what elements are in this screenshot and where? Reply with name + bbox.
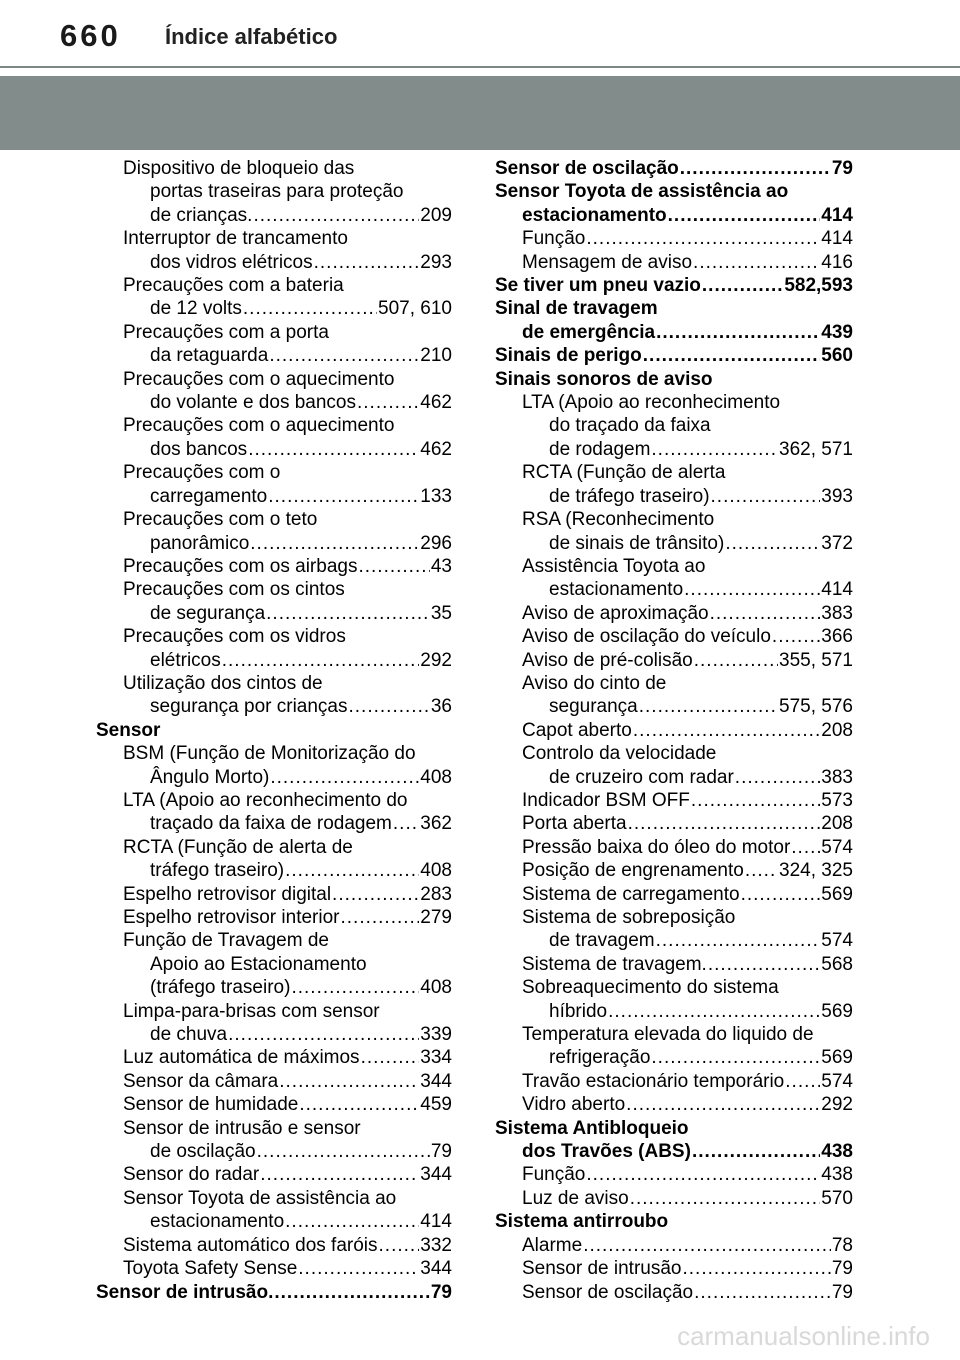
page-reference: 459 <box>420 1094 452 1116</box>
index-entry-text: de travagem <box>549 930 655 952</box>
index-entry-text: Controlo da velocidade <box>522 743 717 765</box>
index-entry-sub <box>495 227 853 250</box>
index-entry-text: de segurança <box>150 602 266 624</box>
index-entry-text: estacionamento <box>150 1211 285 1233</box>
page-reference: 208 <box>821 719 853 741</box>
leader-dots <box>785 1070 820 1093</box>
index-entry-text: Toyota Safety Sense <box>123 1258 298 1280</box>
leader-dots <box>269 344 419 367</box>
index-entry-text: Utilização dos cintos de <box>123 672 323 694</box>
index-entry-sub <box>495 742 853 789</box>
index-entry-sub <box>495 1281 853 1304</box>
index-entry-sub <box>96 274 452 321</box>
leader-dots <box>266 602 430 625</box>
index-entry-sub <box>495 836 853 859</box>
leader-dots <box>651 438 778 461</box>
leader-dots <box>270 766 419 789</box>
index-entry-text: estacionamento <box>522 204 667 226</box>
leader-dots <box>583 1234 831 1257</box>
page-reference: 462 <box>420 392 452 414</box>
leader-dots <box>222 649 420 672</box>
page-reference: 393 <box>821 485 853 507</box>
page-reference: 569 <box>821 1000 853 1022</box>
index-entry-sub <box>96 555 452 578</box>
index-entry-text: Sistema de carregamento <box>522 883 740 905</box>
index-entry-text: dos bancos <box>150 438 248 460</box>
index-entry-text: Se tiver um pneu vazio <box>495 275 701 297</box>
index-entry-text: Sinais de perigo <box>495 345 642 367</box>
leader-dots <box>260 1163 419 1186</box>
leader-dots <box>791 836 820 859</box>
page-reference: 339 <box>420 1024 452 1046</box>
index-entry-sub <box>495 1070 853 1093</box>
leader-dots <box>298 1257 419 1280</box>
index-entry-text: (tráfego traseiro) <box>150 977 291 999</box>
leader-dots <box>694 649 778 672</box>
index-entry-text: Dispositivo de bloqueio das <box>123 158 355 179</box>
index-entry-text: de tráfego traseiro) <box>549 485 710 507</box>
index-entry-text: Alarme <box>522 1234 583 1256</box>
leader-dots <box>268 485 419 508</box>
index-entry-sub <box>495 251 853 274</box>
page-reference: 569 <box>821 883 853 905</box>
index-entry-text: portas traseiras para proteção <box>150 181 404 203</box>
page-reference: 133 <box>420 485 452 507</box>
page-header <box>0 0 960 64</box>
page-reference: 344 <box>420 1070 452 1092</box>
index-entry-sub <box>96 1046 452 1069</box>
page-reference: 574 <box>821 930 853 952</box>
page-reference: 414 <box>821 228 853 250</box>
index-entry-text: panorâmico <box>150 532 250 554</box>
index-entry-sub <box>96 789 452 836</box>
index-entry-main <box>495 344 853 367</box>
index-entry-text: Ângulo Morto) <box>150 766 270 788</box>
index-entry-text: Sistema de sobreposição <box>522 907 736 928</box>
index-entry-text: de oscilação <box>150 1141 256 1163</box>
index-entry-text: Aviso de pré-colisão <box>522 649 693 671</box>
index-entry-sub <box>495 789 853 812</box>
index-column-left <box>96 157 452 1304</box>
index-entry-text: Indicador BSM OFF <box>522 789 690 811</box>
index-entry-text: Luz de aviso <box>522 1187 629 1209</box>
leader-dots <box>274 1281 429 1304</box>
index-entry-text: Sensor de intrusão e sensor <box>123 1117 361 1139</box>
page-reference: 78 <box>831 1234 853 1256</box>
index-entry-text: Porta aberta <box>522 813 627 835</box>
page-reference: 408 <box>420 860 452 882</box>
leader-dots <box>741 883 821 906</box>
index-entry-text: Sobreaquecimento do sistema <box>522 977 779 999</box>
page-reference: 438 <box>821 1141 853 1163</box>
index-entry-sub <box>495 953 853 976</box>
index-entry-text: elétricos <box>150 649 221 671</box>
leader-dots <box>243 297 377 320</box>
index-column-right <box>495 157 853 1304</box>
page-reference: 582,593 <box>784 275 853 297</box>
index-entry-sub <box>96 227 452 274</box>
page-reference: 414 <box>420 1211 452 1233</box>
index-entry-sub <box>495 883 853 906</box>
index-entry-text: Pressão baixa do óleo do motor <box>522 836 791 858</box>
index-entry-text: Precauções com o aquecimento <box>123 415 395 437</box>
index-entry-text: híbrido <box>549 1000 608 1022</box>
leader-dots <box>630 1187 821 1210</box>
leader-dots <box>361 1046 420 1069</box>
index-entry-text: carregamento <box>150 485 268 507</box>
index-entry-text: Precauções com os vidros <box>123 626 346 648</box>
page-reference: 79 <box>831 1281 853 1303</box>
page-reference: 79 <box>430 1141 452 1163</box>
index-entry-text: Sensor de oscilação <box>522 1281 694 1303</box>
index-entry-sub <box>96 321 452 368</box>
index-entry-text: Sensor do radar <box>123 1164 260 1186</box>
page-reference: 570 <box>821 1187 853 1209</box>
index-entry-sub <box>495 976 853 1023</box>
index-entry-text: Sensor de humidade <box>123 1094 299 1116</box>
index-entry-sub <box>96 1117 452 1164</box>
page-reference: 332 <box>420 1234 452 1256</box>
page-reference: 383 <box>821 766 853 788</box>
index-entry-text: Sistema Antibloqueio <box>495 1117 689 1139</box>
index-entry-text: Precauções com os cintos <box>123 579 345 601</box>
page-reference: 296 <box>420 532 452 554</box>
leader-dots <box>656 321 820 344</box>
index-entry-sub <box>495 555 853 602</box>
index-entry-text: Mensagem de aviso <box>522 251 693 273</box>
index-entry-text: Sinais sonoros de aviso <box>495 368 713 390</box>
index-entry-text: de crianças. <box>150 204 253 226</box>
index-entry-text: Limpa-para-brisas com sensor <box>123 1000 380 1022</box>
index-entry-text: Assistência Toyota ao <box>522 555 706 577</box>
page-reference: 209 <box>420 204 452 226</box>
page-reference: 210 <box>420 345 452 367</box>
leader-dots <box>586 1163 820 1186</box>
index-entry-sub <box>96 1070 452 1093</box>
leader-dots <box>693 251 820 274</box>
leader-dots <box>708 953 820 976</box>
page-reference: 560 <box>821 345 853 367</box>
leader-dots <box>639 695 778 718</box>
index-entry-text: Sensor Toyota de assistência ao <box>495 181 789 203</box>
page-reference: 414 <box>821 579 853 601</box>
leader-dots <box>735 766 821 789</box>
index-entry-text: Precauções com os airbags <box>123 555 358 577</box>
index-entry-text: dos Travões (ABS) <box>522 1141 691 1163</box>
index-entry-text: Precauções com o teto <box>123 509 318 531</box>
leader-dots <box>745 859 778 882</box>
index-entry-text: Posição de engrenamento <box>522 860 744 882</box>
index-entry-text: LTA (Apoio ao reconhecimento do <box>123 789 408 811</box>
leader-dots <box>586 227 820 250</box>
page-reference: 507, 610 <box>378 298 452 320</box>
page-reference: 569 <box>821 1047 853 1069</box>
leader-dots <box>710 602 821 625</box>
index-entry-text: Capot aberto <box>522 719 632 741</box>
page-reference: 438 <box>821 1164 853 1186</box>
index-entry-text: Vidro aberto <box>522 1094 626 1116</box>
index-entry-text: segurança <box>549 696 638 718</box>
leader-dots <box>314 251 420 274</box>
index-entry-sub <box>96 368 452 415</box>
index-entry-text: Aviso de aproximação <box>522 602 709 624</box>
leader-dots <box>228 1023 419 1046</box>
leader-dots <box>285 1210 419 1233</box>
index-entry-text: Apoio ao Estacionamento <box>150 953 367 975</box>
index-entry-text: Aviso de oscilação do veículo <box>522 626 771 648</box>
index-entry-sub <box>495 1023 853 1070</box>
index-entry-main <box>495 274 853 297</box>
leader-dots <box>633 719 820 742</box>
leader-dots <box>684 578 820 601</box>
index-entry-text: de 12 volts <box>150 298 242 320</box>
index-entry-sub <box>495 906 853 953</box>
index-entry-sub <box>96 929 452 999</box>
page-reference: 568 <box>821 953 853 975</box>
leader-dots <box>248 438 419 461</box>
index-entry-sub <box>495 1257 853 1280</box>
index-entry-text: de sinais de trânsito) <box>549 532 725 554</box>
page-reference: 36 <box>430 696 452 718</box>
index-entry-main <box>495 1117 853 1164</box>
index-entry-main <box>495 297 853 344</box>
index-entry-sub <box>96 883 452 906</box>
index-entry-text: tráfego traseiro) <box>150 860 285 882</box>
index-entry-text: de chuva <box>150 1024 228 1046</box>
index-entry-main <box>96 1281 452 1304</box>
header-divider <box>0 66 960 68</box>
page-reference: 372 <box>821 532 853 554</box>
leader-dots <box>332 883 419 906</box>
index-entry-sub <box>96 625 452 672</box>
index-entry-sub <box>495 719 853 742</box>
page-reference: 573 <box>821 789 853 811</box>
index-entry-sub <box>495 1187 853 1210</box>
leader-dots <box>656 929 821 952</box>
leader-dots <box>349 695 430 718</box>
index-entry-text: de cruzeiro com radar <box>549 766 734 788</box>
index-entry-sub <box>96 1163 452 1186</box>
section-title: Índice alfabético <box>165 24 338 49</box>
page-reference: 79 <box>430 1281 452 1303</box>
page-reference: 355, 571 <box>779 649 853 671</box>
page-reference: 574 <box>821 1070 853 1092</box>
leader-dots <box>691 789 820 812</box>
page-reference: 35 <box>430 602 452 624</box>
page-reference: 344 <box>420 1164 452 1186</box>
index-entry-text: Precauções com o <box>123 462 281 484</box>
leader-dots <box>772 625 820 648</box>
leader-dots <box>285 859 419 882</box>
index-entry-sub <box>96 157 452 227</box>
index-entry-sub <box>96 1257 452 1280</box>
page-reference: 79 <box>831 1258 853 1280</box>
index-entry-text: RCTA (Função de alerta <box>522 462 726 484</box>
leader-dots <box>299 1093 419 1116</box>
leader-dots <box>357 391 419 414</box>
index-entry-sub <box>495 625 853 648</box>
index-entry-text: Travão estacionário temporário <box>522 1070 785 1092</box>
leader-dots <box>683 1257 831 1280</box>
index-entry-text: da retaguarda <box>150 345 269 367</box>
header-band <box>0 76 960 150</box>
index-entry-main <box>96 719 452 742</box>
leader-dots <box>626 1093 820 1116</box>
index-entry-text: de rodagem <box>549 438 651 460</box>
index-entry-sub <box>495 812 853 835</box>
index-entry-text: segurança por crianças <box>150 696 348 718</box>
leader-dots <box>694 1281 831 1304</box>
index-entry-text: Função de Travagem de <box>123 930 329 952</box>
index-entry-text: RCTA (Função de alerta de <box>123 836 353 858</box>
leader-dots <box>358 555 429 578</box>
index-entry-sub <box>495 649 853 672</box>
index-entry-text: Função <box>522 228 586 250</box>
page-reference: 79 <box>831 158 853 179</box>
index-entry-text: LTA (Apoio ao reconhecimento <box>522 392 781 414</box>
index-entry-text: Espelho retrovisor digital <box>123 883 332 905</box>
index-entry-text: Aviso do cinto de <box>522 672 667 694</box>
watermark: carmanualsonline.info <box>677 1321 930 1351</box>
page-reference: 283 <box>420 883 452 905</box>
index-entry-text: Sistema automático dos faróis <box>123 1234 378 1256</box>
index-entry-main <box>495 368 853 391</box>
index-entry-sub <box>96 1093 452 1116</box>
index-entry-text: refrigeração <box>549 1047 651 1069</box>
page-reference: 383 <box>821 602 853 624</box>
index-entry-text: Sensor da câmara <box>123 1070 279 1092</box>
index-entry-text: Sistema de travagem. <box>522 953 707 975</box>
page-reference: 574 <box>821 836 853 858</box>
index-entry-main <box>495 180 853 227</box>
page-reference: 462 <box>420 438 452 460</box>
index-entry-text: Precauções com a porta <box>123 321 329 343</box>
index-entry-sub <box>96 742 452 789</box>
index-entry-sub <box>96 836 452 883</box>
index-entry-sub <box>96 906 452 929</box>
page-reference: 408 <box>420 766 452 788</box>
page-reference: 416 <box>821 251 853 273</box>
index-entry-main <box>495 1210 853 1233</box>
page-reference: 362 <box>420 813 452 835</box>
index-entry-text: Sensor <box>96 719 161 741</box>
index-entry-sub <box>96 461 452 508</box>
leader-dots <box>291 976 419 999</box>
index-entry-text: do volante e dos bancos <box>150 392 356 414</box>
index-entry-text: do traçado da faixa <box>549 415 711 437</box>
index-entry-text: Sensor Toyota de assistência ao <box>123 1187 397 1209</box>
index-entry-text: estacionamento <box>549 579 684 601</box>
leader-dots <box>692 1140 820 1163</box>
index-entry-text: BSM (Função de Monitorização do <box>123 743 416 765</box>
leader-dots <box>702 274 783 297</box>
index-entry-sub <box>495 1234 853 1257</box>
index-entry-sub <box>96 414 452 461</box>
index-entry-text: Função <box>522 1164 586 1186</box>
index-entry-text: Sensor de intrusão <box>522 1258 682 1280</box>
index-entry-sub <box>96 672 452 719</box>
index-entry-sub <box>495 859 853 882</box>
page-reference: 575, 576 <box>779 696 853 718</box>
leader-dots <box>279 1070 419 1093</box>
index-entry-text: Precauções com o aquecimento <box>123 368 395 390</box>
index-entry-text: dos vidros elétricos <box>150 251 313 273</box>
index-entry-sub <box>96 1234 452 1257</box>
leader-dots <box>250 532 419 555</box>
page-reference: 408 <box>420 977 452 999</box>
page-reference: 292 <box>821 1094 853 1116</box>
page-reference: 439 <box>821 321 853 343</box>
index-entry-sub <box>495 461 853 508</box>
index-entry-sub <box>495 1163 853 1186</box>
index-entry-sub <box>96 578 452 625</box>
index-entry-text: Precauções com a bateria <box>123 275 344 297</box>
index-entry-sub <box>495 672 853 719</box>
index-entry-sub <box>495 1093 853 1116</box>
index-entry-sub <box>96 1187 452 1234</box>
page-reference: 334 <box>420 1047 452 1069</box>
index-entry-text: Espelho retrovisor interior <box>123 907 340 928</box>
page-reference: 279 <box>420 907 452 928</box>
page-reference: 292 <box>420 649 452 671</box>
index-entry-text: Sensor de intrusão. <box>96 1281 274 1303</box>
index-entry-main <box>495 157 853 180</box>
index-entry-text: Luz automática de máximos <box>123 1047 360 1069</box>
index-entry-text: Temperatura elevada do liquido de <box>522 1024 814 1046</box>
index-entry-text: Sistema antirroubo <box>495 1211 669 1233</box>
index-entry-text: RSA (Reconhecimento <box>522 509 715 531</box>
index-entry-sub <box>495 602 853 625</box>
index-entry-text: Interruptor de trancamento <box>123 228 348 250</box>
page-reference: 414 <box>821 204 853 226</box>
index-entry-text: Sensor de oscilação <box>495 158 679 179</box>
leader-dots <box>257 1140 430 1163</box>
index-entry-text: de emergência <box>522 321 656 343</box>
page-reference: 324, 325 <box>779 860 853 882</box>
page-reference: 43 <box>430 555 452 577</box>
leader-dots <box>253 204 419 227</box>
leader-dots <box>725 532 820 555</box>
leader-dots <box>680 157 831 180</box>
leader-dots <box>643 344 821 367</box>
leader-dots <box>393 812 419 835</box>
index-entry-sub <box>495 508 853 555</box>
index-entry-text: traçado da faixa de rodagem <box>150 813 392 835</box>
leader-dots <box>379 1234 420 1257</box>
page-reference: 293 <box>420 251 452 273</box>
leader-dots <box>608 1000 820 1023</box>
page-reference: 366 <box>821 626 853 648</box>
page-number: 660 <box>60 18 121 53</box>
leader-dots <box>651 1046 820 1069</box>
page-reference: 344 <box>420 1258 452 1280</box>
index-entry-sub <box>96 508 452 555</box>
leader-dots <box>628 812 821 835</box>
index-entry-sub <box>96 1000 452 1047</box>
page-reference: 208 <box>821 813 853 835</box>
leader-dots <box>340 906 419 929</box>
page-reference: 362, 571 <box>779 438 853 460</box>
index-entry-sub <box>495 391 853 461</box>
leader-dots <box>711 485 821 508</box>
leader-dots <box>668 204 821 227</box>
index-entry-text: Sinal de travagem <box>495 298 658 320</box>
